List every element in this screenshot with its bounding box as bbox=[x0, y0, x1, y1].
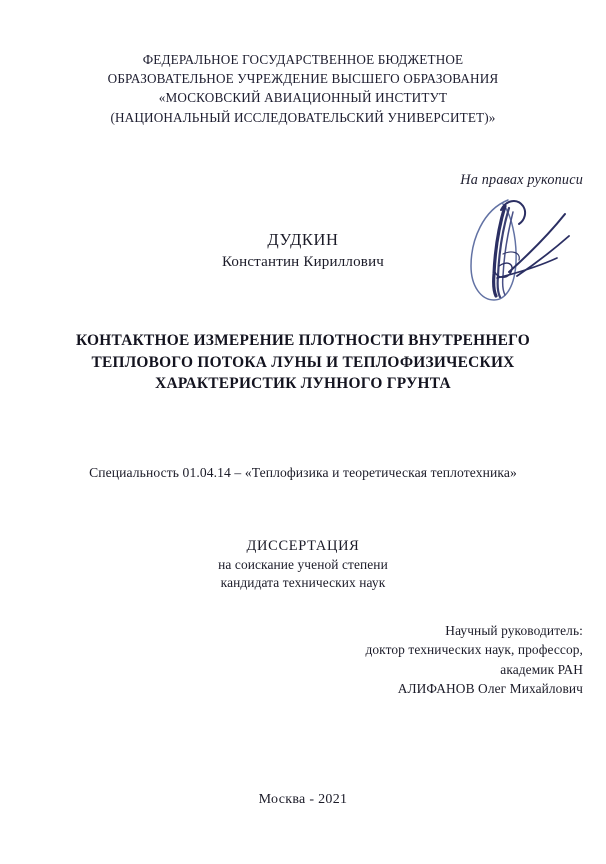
author-surname: ДУДКИН bbox=[267, 230, 339, 249]
manuscript-rights-note: На правах рукописи bbox=[460, 172, 583, 188]
thesis-kind-line-2: кандидата технических наук bbox=[220, 575, 386, 591]
institution-line-1: ФЕДЕРАЛЬНОЕ ГОСУДАРСТВЕННОЕ БЮДЖЕТНОЕ bbox=[142, 52, 464, 67]
supervisor-name: АЛИФАНОВ Олег Михайлович bbox=[397, 681, 583, 697]
supervisor-block bbox=[365, 621, 583, 699]
author-block bbox=[0, 229, 606, 273]
institution-line-4: (НАЦИОНАЛЬНЫЙ ИССЛЕДОВАТЕЛЬСКИЙ УНИВЕРСИТЕТ)» bbox=[110, 109, 496, 125]
supervisor-label: Научный руководитель: bbox=[445, 623, 583, 638]
supervisor-degree: доктор технических наук, профессор, bbox=[365, 642, 583, 658]
supervisor-title: академик РАН bbox=[500, 661, 583, 677]
title-line-3: ХАРАКТЕРИСТИК ЛУННОГО ГРУНТА bbox=[155, 375, 451, 392]
thesis-kind-line-1: на соискание ученой степени bbox=[218, 556, 388, 572]
thesis-kind-block bbox=[0, 537, 606, 593]
institution-line-3: «МОСКОВСКИЙ АВИАЦИОННЫЙ ИНСТИТУТ bbox=[158, 90, 448, 106]
institution-line-2: ОБРАЗОВАТЕЛЬНОЕ УЧРЕЖДЕНИЕ ВЫСШЕГО ОБРАЗОВАНИЯ bbox=[107, 71, 499, 87]
page-title bbox=[36, 330, 570, 395]
author-given-name: Константин Кириллович bbox=[221, 254, 385, 270]
title-line-2: ТЕПЛОВОГО ПОТОКА ЛУНЫ И ТЕПЛОФИЗИЧЕСКИХ bbox=[91, 353, 515, 371]
institution-header bbox=[60, 50, 546, 127]
thesis-kind-heading: ДИССЕРТАЦИЯ bbox=[246, 538, 360, 554]
specialty-line: Специальность 01.04.14 – «Теплофизика и теоретическая теплотехника» bbox=[89, 465, 517, 480]
title-line-1: КОНТАКТНОЕ ИЗМЕРЕНИЕ ПЛОТНОСТИ ВНУТРЕННЕГО bbox=[76, 332, 530, 349]
place-and-year: Москва - 2021 bbox=[258, 792, 348, 807]
